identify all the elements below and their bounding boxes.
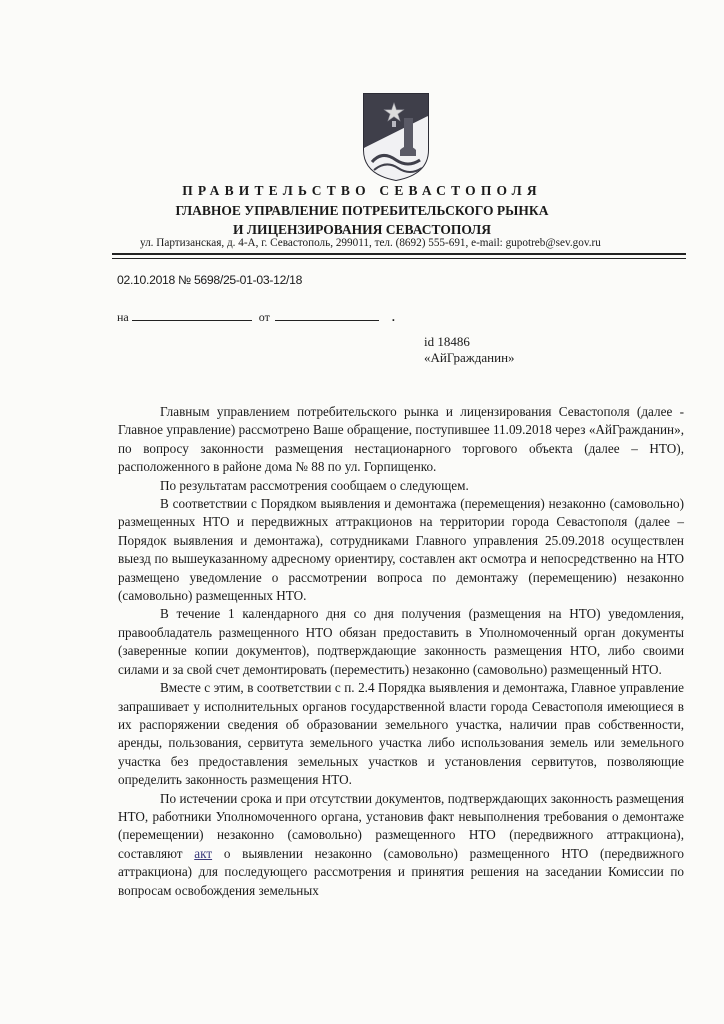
recipient-id: id 18486	[424, 334, 470, 349]
letter-body	[118, 403, 684, 898]
paragraph-act	[118, 790, 684, 898]
ot-label: от	[258, 310, 270, 324]
na-label: на	[117, 310, 129, 324]
paragraph-act-text-a: По истечении срока и при отсутствии документов, подтверждающих законность размещения НТО, работники Уполномоченного органа, установив факт невыполнения требования о демонтаже (перемещении) незаконно (самовольно) размещенного НТО (передвижного аттракциона), составляют	[118, 790, 684, 861]
na-blank-field	[132, 310, 252, 321]
reference-end-mark: .	[391, 310, 395, 324]
agency-title-line1: ГЛАВНОЕ УПРАВЛЕНИЕ ПОТРЕБИТЕЛЬСКОГО РЫНКА	[175, 203, 549, 218]
agency-address: ул. Партизанская, д. 4-А, г. Севастополь, 299011, тел. (8692) 555-691, e-mail: gupotreb@sev.gov.ru	[140, 237, 601, 249]
paragraph-results-intro: По результатам рассмотрения сообщаем о следующем.	[160, 477, 469, 493]
act-link[interactable]: акт	[194, 845, 213, 861]
paragraph-request: Вместе с этим, в соответствии с п. 2.4 Порядка выявления и демонтажа, Главное управление запрашивает у исполнительных органов государственной власти города Севастополя имеющиеся в их распоряжении сведения об образовании земельного участка, наличии прав собственности, аренды, пользования, сервитута земельного участка либо использования земель или земельного участка без предоставления земельных участков и установления сервитутов, позволяющие определить законность размещения НТО.	[118, 680, 684, 788]
registration-number: 02.10.2018 № 5698/25-01-03-12/18	[117, 273, 303, 287]
sevastopol-coat-of-arms-icon	[360, 90, 432, 182]
agency-title-line2: И ЛИЦЕНЗИРОВАНИЯ СЕВАСТОПОЛЯ	[233, 222, 491, 237]
government-title: ПРАВИТЕЛЬСТВО СЕВАСТОПОЛЯ	[182, 183, 542, 198]
paragraph-procedure: В соответствии с Порядком выявления и демонтажа (перемещения) незаконно (самовольно) размещенных НТО и передвижных аттракционов на территории города Севастополя (далее – Порядок выявления и демонтажа), сотрудниками Главного управления 25.09.2018 осуществлен выезд по вышеуказанному адресному ориентиру, составлен акт осмотра и непосредственно на НТО размещено уведомление о рассмотрении вопроса по демонтажу (перемещению) незаконно (самовольно) размещенных НТО.	[118, 496, 684, 604]
paragraph-deadline: В течение 1 календарного дня со дня получения (размещения на НТО) уведомления, правообладатель размещенного НТО обязан предоставить в Уполномоченный орган документы (заверенные копии документов), подтверждающие законность размещения НТО, либо своими силами и за свой счет демонтировать (переместить) незаконно (самовольно) размещенный НТО.	[118, 606, 684, 677]
ot-blank-field	[275, 310, 379, 321]
reference-line	[117, 310, 395, 325]
header-divider-thin	[112, 258, 686, 259]
header-divider-thick	[112, 253, 686, 255]
paragraph-appeal: Главным управлением потребительского рынка и лицензирования Севастополя (далее - Главное управление) рассмотрено Ваше обращение, поступившее 11.09.2018 через «АйГражданин», по вопросу законности размещения нестационарного торгового объекта (далее – НТО), расположенного в районе дома № 88 по ул. Горпищенко.	[118, 404, 684, 475]
paragraph-act-text-b: о выявлении незаконно (самовольно) размещенного НТО (передвижного аттракциона) для последующего рассмотрения и принятия решения на заседании Комиссии по вопросам освобождения земельных	[118, 845, 684, 898]
recipient-name: «АйГражданин»	[424, 350, 515, 365]
